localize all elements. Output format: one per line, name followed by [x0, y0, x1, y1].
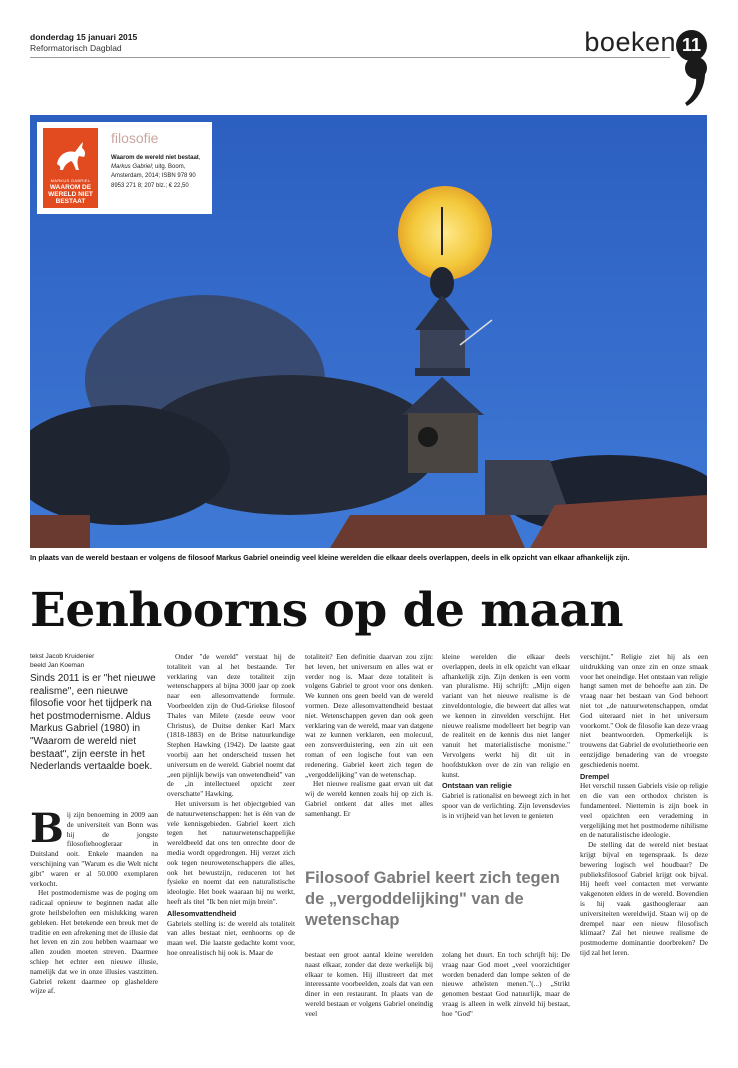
subheading: Drempel [580, 771, 610, 781]
subheading: Allesomvattendheid [167, 908, 237, 918]
book-info-box [37, 122, 212, 214]
paragraph: Gabriels stelling is: de wereld als totaliteit van alles bestaat niet, eenhoorns op de maan wel. Die laatste gedachte komt voor, hoe onrealistisch hij ook is. Maar de [167, 918, 295, 957]
paragraph: De stelling dat de wereld niet bestaat krijgt bijval en tegenspraak. Is deze bewering logisch wel houdbaar? De publieksfilosoof Gabriel krijgt ook bijval. Hij heeft veel contacten met verwante vakgenoten elders in de wereld. Bovendien is hij vaak gasthoogleraar aan universiteiten wereldwijd. Staan wij op de drempel naar een nieuw filosofisch klimaat? Zal het nieuwe realisme de postmoderne dominantie doorbreken? De tijd zal het leren. [580, 840, 708, 957]
byline-photographer: beeld Jan Koeman [30, 662, 85, 669]
article-headline: Eenhoorns op de maan [30, 583, 624, 638]
paragraph: totaliteit? Een definitie daarvan zou zijn: het leven, het universum en alles wat er verder nog is. Maar deze totaliteit is volgens Gabriel te groot voor ons denken. We kunnen ons geen beeld van de wereld vormen. Deze allesomvattendheid bestaat niet. Wetenschappen geven dan ook geen verklaring van de wereld, maar van datgene wat ze kunnen verklaren, een molecuul, een zonsverduistering, een zin uit een roman of een logische fout van een redenering. Gabriel keert zich tegen de „vergoddelijking" van de wetenschap. [305, 652, 433, 779]
cover-author: MARKUS GABRIEL [50, 178, 91, 183]
comma-logo-icon [684, 56, 708, 108]
masthead-left [30, 32, 137, 54]
publication-date: donderdag 15 januari 2015 [30, 32, 138, 42]
paragraph: kleine werelden die elkaar deels overlappen, deels in elk opzicht van elkaar afhankelijk zijn. Zijn denken is een vorm van pluralisme. Hij schrijft: „Mijn eigen variant van het nieuwe realisme is de zinveldontologie, die beweert dat alles wat we kennen in zinvelden verschijnt. Het nieuwe realisme modelleert het begrip van de realiteit en de kennis dus niet langer vanuit het materialistische monisme." Vervolgens werkt hij dit uit in hoofdstukken over de zin van religie en kunst. [442, 652, 570, 779]
column-4-continued [442, 950, 570, 1019]
paragraph: Het postmodernisme was de poging om radicaal opnieuw te beginnen nadat alle grote heilsbeloften een mislukking waren gebleken. Het betekende een breuk met de traditie en een afrekening met de illusie dat het leven en zin zou hebben waarnaar we allen zouden moeten streven. Daarmee schiep het echter een nieuwe illusie, namelijk dat we in onze illusies vastzitten. Gabriel rekent daarmee op glasheldere wijze af. [30, 888, 158, 996]
column-3-continued [305, 950, 433, 1019]
article-intro: Sinds 2011 is er "het nieuwe realisme", een nieuwe filosofie voor het tijdperk na het postmodernisme. Aldus Markus Gabriel (1980) in "Waarom de wereld niet bestaat", zijn eerste in het Nederlands vertaalde boek. [30, 673, 156, 773]
paragraph: Het nieuwe realisme gaat ervan uit dat wij de wereld kennen zoals hij op zich is. Gabriel ontkent dat alles met alles samenhangt. Er [305, 779, 433, 818]
paragraph: zolang het duurt. En toch schrijft hij: De vraag naar God moet „veel voorzichtiger worden benaderd dan lompe sekten of de nieuwe atheïsten menen."(...) „Strikt genomen bestaat God natuurlijk, maar de vraag is alleen in welk zinveld hij bestaat, hoe "God" [442, 950, 570, 1018]
book-publication: uitg. Boom, Amsterdam, 2014; ISBN 978 90 8953 271 8; 207 blz.; € 22,50 [111, 164, 196, 189]
byline [30, 652, 94, 670]
paragraph: Het universum is het objectgebied van de natuurwetenschappen: het is één van de vele kennisgebieden. Gabriel keert zich tegen het natuurwetenschappelijke wereldbeeld dat ons ten onrechte door de media wordt opgedrongen. Hij verzet zich ook tegen neurowetenschappers die alles, ook het bewustzijn, reduceren tot het fysieke en noemt dat een naturalistische ideologie. Het boek waaraan hij nu werkt, heeft als titel "Ik ben niet mijn brein". [167, 798, 295, 906]
column-3 [305, 652, 433, 819]
book-cover [43, 128, 98, 208]
newspaper-name: Reformatorisch Dagblad [30, 43, 122, 53]
paragraph: verschijnt." Religie ziet hij als een uitdrukking van onze zin en onze smaak voor het oneindige. Het ontstaan van religie hangt samen met de behoefte aan zin. De vraag naar het bestaan van God behoort niet tot „de natuurwetenschappen, omdat God uiteraard niet in het universum voorkomt." Ook de filosofie kan deze vraag niet beantwoorden. Opmerkelijk is trouwens dat Gabriel de evolutietheorie een eenzijdige benadering van de vroegste geschiedenis noemt. [580, 652, 708, 769]
paragraph: Het verschil tussen Gabriels visie op religie en die van een orthodox christen is fundamenteel. Niettemin is zijn boek in veel opzichten een verademing in vergelijking met het postmoderne nihilisme en de naturalistische ideologie. [580, 781, 708, 840]
byline-author: tekst Jacob Kruidenier [30, 653, 95, 660]
header-rule [30, 57, 670, 58]
book-title: Waarom de wereld niet bestaat [111, 155, 199, 161]
column-4 [442, 652, 570, 821]
paragraph: bestaat een groot aantal kleine werelden naast elkaar, zonder dat deze werkelijk bij elkaar te komen. Hij illustreert dat met interessante voorbeelden, zoals dat van een diner in een restaurant. In plaats van de wereld bestaan er volgens Gabriel oneindig veel [305, 950, 433, 1018]
column-2 [167, 652, 295, 958]
page-number: 11 [676, 30, 707, 61]
column-1 [30, 805, 158, 996]
cover-title: WAAROM DE WERELD NIET BESTAAT [48, 184, 93, 205]
book-author: Markus Gabriel [111, 164, 152, 171]
info-category: filosofie [111, 130, 159, 146]
section-title: boeken [584, 27, 676, 57]
unicorn-icon [43, 130, 98, 178]
drop-cap: B [30, 805, 64, 852]
paragraph: Bij zijn benoeming in 2009 aan de universiteit van Bonn was hij de jongste filosofiehoogleraar in Duitsland ooit. Enkele maanden na verschijning van "Warum es die Welt nicht gibt" waren er al 50.000 exemplaren verkocht. [30, 805, 158, 888]
book-details: Waarom de wereld niet bestaat, Markus Gabriel; uitg. Boom, Amsterdam, 2014; ISBN 978 90 8953 271 8; 207 blz.; € 22,50 [111, 155, 201, 189]
paragraph: Gabriel is rationalist en beweegt zich in het spoor van de verlichting. Zijn levensdevies is in vrijheid van het leven te genieten [442, 791, 570, 820]
subheading: Ontstaan van religie [442, 781, 512, 791]
photo-caption: In plaats van de wereld bestaan er volgens de filosoof Markus Gabriel oneindig veel kleine werelden die elkaar deels overlappen, deels in elk opzicht van elkaar afhankelijk zijn. [30, 553, 630, 562]
column-5 [580, 652, 708, 958]
paragraph: Onder "de wereld" verstaat hij de totaliteit van al het bestaande. Ter verklaring van deze totaliteit zijn wetenschappers al bijna 3000 jaar op zoek naar een allesomvattende formule. Voorbeelden zijn de Oud-Griekse filosoof Thales van Milete (zesde eeuw voor Christus), de Duitse denker Karl Marx (1818-1883) en de Britse natuurkundige Stephen Hawking (1942). De laatste gaat voorbij aan het onderscheid tussen het universum en de wereld. Gabriel noemt dat „een pijnlijk bewijs van onwetendheid" van de „in intellectueel opzicht zeer overschatte" Hawking. [167, 652, 295, 799]
pull-quote: Filosoof Gabriel keert zich tegen de „vergoddelijking" van de wetenschap [305, 869, 560, 929]
